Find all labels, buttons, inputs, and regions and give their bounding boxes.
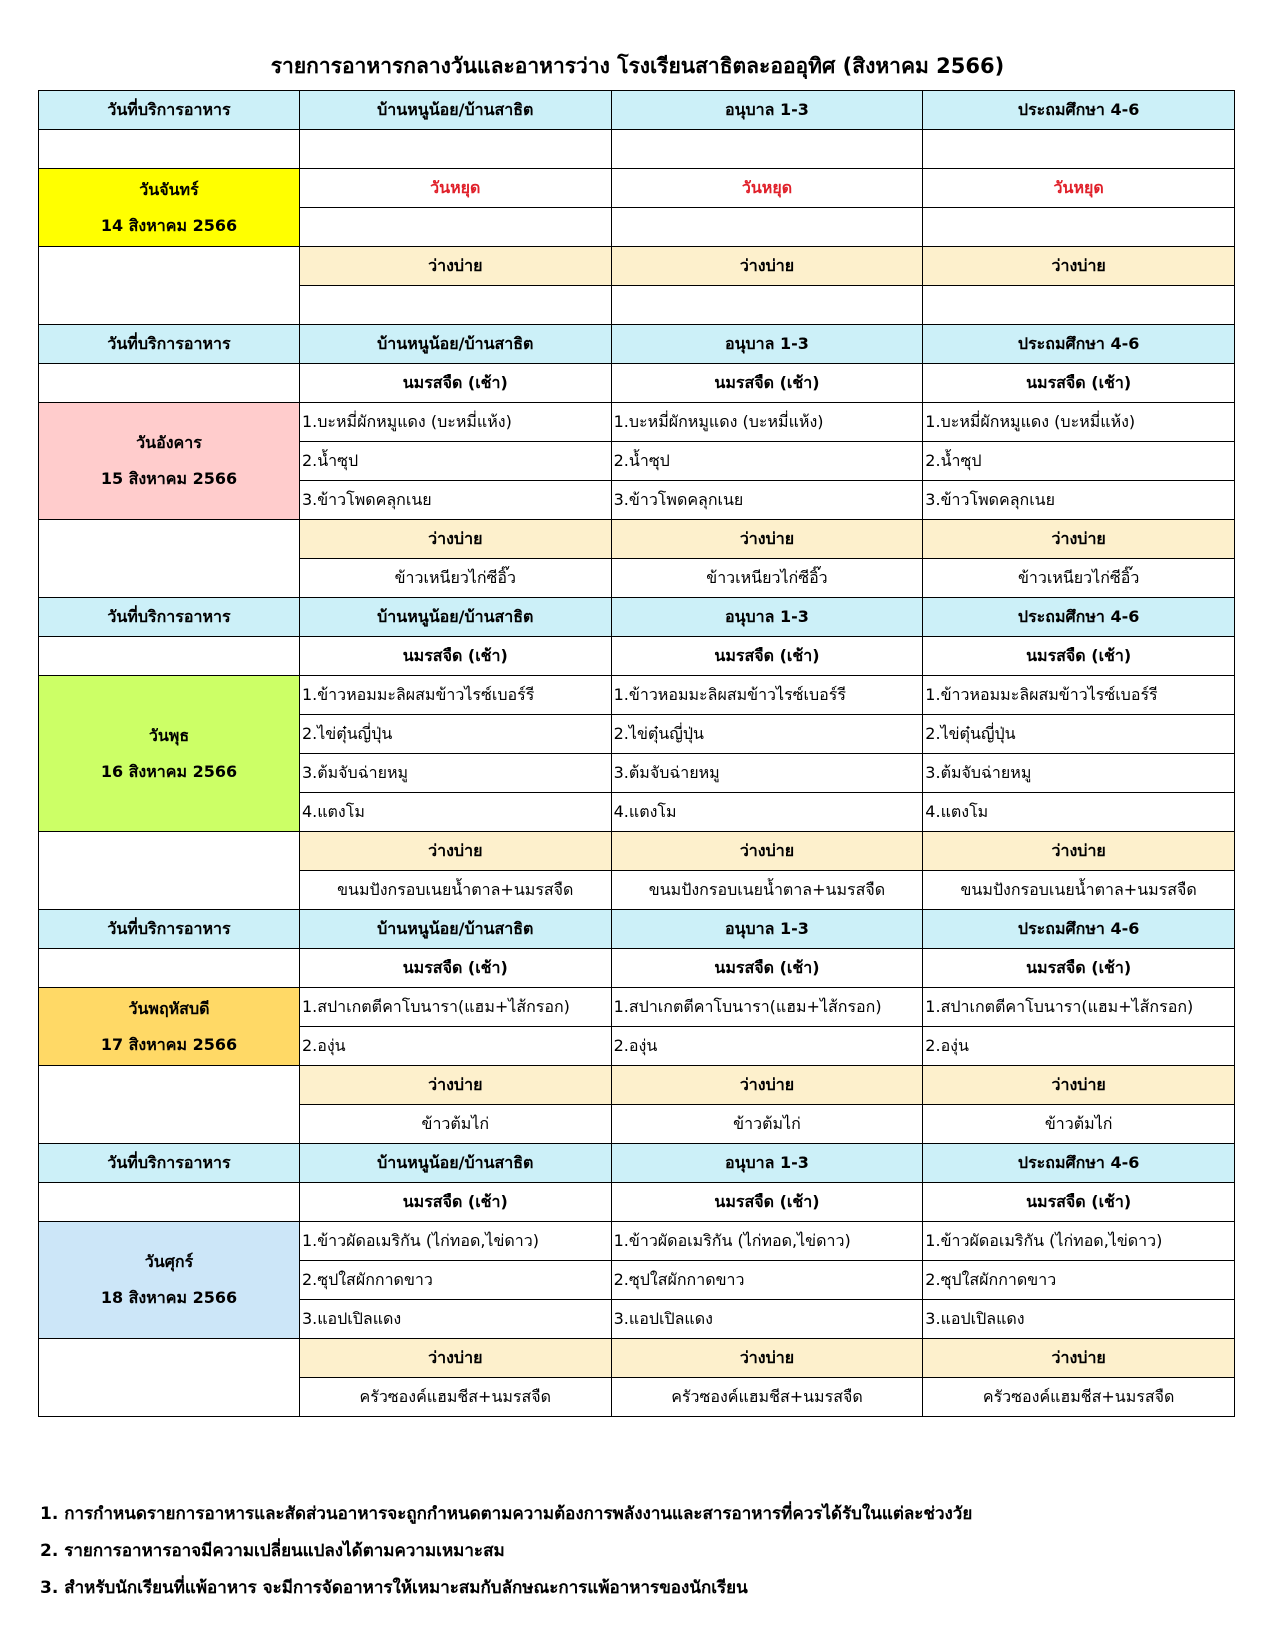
snack-label: ว่างบ่าย xyxy=(299,520,611,559)
header-row xyxy=(39,1144,1235,1183)
milk-cell: นมรสจืด (เช้า) xyxy=(299,949,611,988)
milk-cell: นมรสจืด (เช้า) xyxy=(611,637,923,676)
day-cell xyxy=(39,403,300,520)
menu-item: 2.องุ่น xyxy=(611,1027,923,1066)
table-row xyxy=(39,364,1235,403)
menu-item: 1.ข้าวผัดอเมริกัน (ไก่ทอด,ไข่ดาว) xyxy=(299,1222,611,1261)
header-day: วันที่บริการอาหาร xyxy=(39,1144,300,1183)
snack-item: ครัวซองค์แฮมชีส+นมรสจืด xyxy=(923,1378,1235,1417)
empty-cell xyxy=(923,286,1235,325)
header-col1: บ้านหนูน้อย/บ้านสาธิต xyxy=(299,910,611,949)
empty-cell xyxy=(611,130,923,169)
day-date: 18 สิงหาคม 2566 xyxy=(100,1288,238,1307)
menu-item: 3.ต้มจับฉ่ายหมู xyxy=(299,754,611,793)
table-row xyxy=(39,676,1235,715)
day-spacer-bottom xyxy=(39,1066,300,1144)
header-col2: อนุบาล 1-3 xyxy=(611,91,923,130)
menu-item: 3.ต้มจับฉ่ายหมู xyxy=(611,754,923,793)
empty-cell xyxy=(299,130,611,169)
day-date: 16 สิงหาคม 2566 xyxy=(100,761,238,781)
day-name: วันอังคาร xyxy=(136,433,202,452)
header-col1: บ้านหนูน้อย/บ้านสาธิต xyxy=(299,1144,611,1183)
header-col3: ประถมศึกษา 4-6 xyxy=(923,91,1235,130)
menu-item: 3.แอปเปิลแดง xyxy=(611,1300,923,1339)
snack-item: ข้าวเหนียวไก่ซีอิ๊ว xyxy=(611,559,923,598)
empty-cell xyxy=(923,130,1235,169)
menu-item: 1.ข้าวหอมมะลิผสมข้าวไรซ์เบอร์รี xyxy=(611,676,923,715)
header-col2: อนุบาล 1-3 xyxy=(611,598,923,637)
milk-cell: นมรสจืด (เช้า) xyxy=(299,1183,611,1222)
day-spacer-bottom xyxy=(39,520,300,598)
day-spacer-top xyxy=(39,949,300,988)
header-col3: ประถมศึกษา 4-6 xyxy=(923,598,1235,637)
note-3: 3. สำหรับนักเรียนที่แพ้อาหาร จะมีการจัดอาหารให้เหมาะสมกับลักษณะการแพ้อาหารของนักเรียน xyxy=(40,1578,748,1598)
milk-cell: นมรสจืด (เช้า) xyxy=(923,1183,1235,1222)
empty-cell xyxy=(611,286,923,325)
menu-table xyxy=(38,90,1235,1417)
milk-cell: นมรสจืด (เช้า) xyxy=(299,637,611,676)
header-day: วันที่บริการอาหาร xyxy=(39,325,300,364)
menu-item: 2.องุ่น xyxy=(299,1027,611,1066)
snack-item: ข้าวเหนียวไก่ซีอิ๊ว xyxy=(299,559,611,598)
menu-item: 4.แตงโม xyxy=(611,793,923,832)
menu-item: 2.องุ่น xyxy=(923,1027,1235,1066)
header-col3: ประถมศึกษา 4-6 xyxy=(923,1144,1235,1183)
menu-item: 1.ข้าวหอมมะลิผสมข้าวไรซ์เบอร์รี xyxy=(299,676,611,715)
day-spacer-top xyxy=(39,1183,300,1222)
day-spacer-bottom xyxy=(39,1339,300,1417)
snack-label: ว่างบ่าย xyxy=(923,520,1235,559)
milk-cell: นมรสจืด (เช้า) xyxy=(611,949,923,988)
holiday-cell: วันหยุด xyxy=(299,169,611,208)
empty-cell xyxy=(299,286,611,325)
menu-item: 1.สปาเกตตีคาโบนารา(แฮม+ไส้กรอก) xyxy=(923,988,1235,1027)
menu-item: 2.น้ำซุป xyxy=(299,442,611,481)
snack-label: ว่างบ่าย xyxy=(611,1339,923,1378)
empty-cell xyxy=(923,208,1235,247)
snack-label: ว่างบ่าย xyxy=(299,1066,611,1105)
menu-item: 1.ข้าวหอมมะลิผสมข้าวไรซ์เบอร์รี xyxy=(923,676,1235,715)
menu-item: 2.ซุปใสผักกาดขาว xyxy=(299,1261,611,1300)
note-2: 2. รายการอาหารอาจมีความเปลี่ยนแปลงได้ตามความเหมาะสม xyxy=(40,1541,505,1561)
table-row xyxy=(39,637,1235,676)
menu-item: 3.ข้าวโพดคลุกเนย xyxy=(923,481,1235,520)
header-col2: อนุบาล 1-3 xyxy=(611,910,923,949)
menu-item: 1.ข้าวผัดอเมริกัน (ไก่ทอด,ไข่ดาว) xyxy=(611,1222,923,1261)
snack-label: ว่างบ่าย xyxy=(299,832,611,871)
table-row xyxy=(39,949,1235,988)
menu-item: 2.ไข่ตุ๋นญี่ปุ่น xyxy=(611,715,923,754)
menu-item: 4.แตงโม xyxy=(923,793,1235,832)
snack-item: ข้าวเหนียวไก่ซีอิ๊ว xyxy=(923,559,1235,598)
day-date: 15 สิงหาคม 2566 xyxy=(100,469,238,488)
day-spacer-top xyxy=(39,637,300,676)
menu-item: 1.บะหมี่ผักหมูแดง (บะหมี่แห้ง) xyxy=(299,403,611,442)
day-spacer-top xyxy=(39,130,300,169)
header-row xyxy=(39,325,1235,364)
snack-label: ว่างบ่าย xyxy=(923,832,1235,871)
header-col1: บ้านหนูน้อย/บ้านสาธิต xyxy=(299,91,611,130)
table-row xyxy=(39,403,1235,442)
table-row xyxy=(39,1066,1235,1105)
milk-cell: นมรสจืด (เช้า) xyxy=(611,1183,923,1222)
milk-cell: นมรสจืด (เช้า) xyxy=(923,364,1235,403)
snack-label: ว่างบ่าย xyxy=(923,1339,1235,1378)
snack-label: ว่างบ่าย xyxy=(611,247,923,286)
table-row xyxy=(39,520,1235,559)
menu-item: 2.ซุปใสผักกาดขาว xyxy=(611,1261,923,1300)
menu-item: 3.แอปเปิลแดง xyxy=(923,1300,1235,1339)
header-col2: อนุบาล 1-3 xyxy=(611,325,923,364)
milk-cell: นมรสจืด (เช้า) xyxy=(923,637,1235,676)
holiday-cell: วันหยุด xyxy=(611,169,923,208)
snack-item: ข้าวต้มไก่ xyxy=(299,1105,611,1144)
menu-item: 3.แอปเปิลแดง xyxy=(299,1300,611,1339)
menu-item: 1.สปาเกตตีคาโบนารา(แฮม+ไส้กรอก) xyxy=(611,988,923,1027)
header-row xyxy=(39,91,1235,130)
menu-item: 4.แตงโม xyxy=(299,793,611,832)
holiday-cell: วันหยุด xyxy=(923,169,1235,208)
empty-cell xyxy=(611,208,923,247)
snack-label: ว่างบ่าย xyxy=(611,520,923,559)
day-name: วันพฤหัสบดี xyxy=(128,998,210,1018)
table-row xyxy=(39,1339,1235,1378)
day-spacer-top xyxy=(39,364,300,403)
table-row xyxy=(39,247,1235,286)
day-cell xyxy=(39,1222,300,1339)
day-date: 17 สิงหาคม 2566 xyxy=(100,1034,238,1054)
snack-item: ข้าวต้มไก่ xyxy=(611,1105,923,1144)
note-1: 1. การกำหนดรายการอาหารและสัดส่วนอาหารจะถูกกำหนดตามความต้องการพลังงานและสารอาหารที่ควรได้รับในแต่ละช่วงวัย xyxy=(40,1504,973,1524)
header-col3: ประถมศึกษา 4-6 xyxy=(923,325,1235,364)
menu-item: 2.น้ำซุป xyxy=(611,442,923,481)
menu-item: 3.ต้มจับฉ่ายหมู xyxy=(923,754,1235,793)
day-name: วันจันทร์ xyxy=(139,179,199,199)
snack-label: ว่างบ่าย xyxy=(611,1066,923,1105)
menu-item: 2.ซุปใสผักกาดขาว xyxy=(923,1261,1235,1300)
snack-label: ว่างบ่าย xyxy=(299,1339,611,1378)
snack-label: ว่างบ่าย xyxy=(611,832,923,871)
header-row xyxy=(39,598,1235,637)
menu-item: 3.ข้าวโพดคลุกเนย xyxy=(299,481,611,520)
day-spacer-bottom xyxy=(39,247,300,325)
menu-item: 2.ไข่ตุ๋นญี่ปุ่น xyxy=(299,715,611,754)
menu-item: 1.บะหมี่ผักหมูแดง (บะหมี่แห้ง) xyxy=(923,403,1235,442)
empty-cell xyxy=(299,208,611,247)
table-row xyxy=(39,832,1235,871)
table-row xyxy=(39,169,1235,208)
menu-item: 2.น้ำซุป xyxy=(923,442,1235,481)
day-spacer-bottom xyxy=(39,832,300,910)
day-name: วันพุธ xyxy=(148,725,190,745)
table-row xyxy=(39,1183,1235,1222)
milk-cell: นมรสจืด (เช้า) xyxy=(923,949,1235,988)
menu-item: 1.ข้าวผัดอเมริกัน (ไก่ทอด,ไข่ดาว) xyxy=(923,1222,1235,1261)
header-day: วันที่บริการอาหาร xyxy=(39,910,300,949)
day-date: 14 สิงหาคม 2566 xyxy=(100,215,238,235)
notes xyxy=(40,1500,972,1611)
page-title: รายการอาหารกลางวันและอาหารว่าง โรงเรียนสาธิตละอออุทิศ (สิงหาคม 2566) xyxy=(270,54,1005,78)
snack-label: ว่างบ่าย xyxy=(923,1066,1235,1105)
snack-label: ว่างบ่าย xyxy=(299,247,611,286)
table-row xyxy=(39,130,1235,169)
snack-label: ว่างบ่าย xyxy=(923,247,1235,286)
day-cell xyxy=(39,169,300,247)
day-cell xyxy=(39,676,300,832)
header-day: วันที่บริการอาหาร xyxy=(39,91,300,130)
milk-cell: นมรสจืด (เช้า) xyxy=(611,364,923,403)
snack-item: ขนมปังกรอบเนยน้ำตาล+นมรสจืด xyxy=(923,871,1235,910)
snack-item: ครัวซองค์แฮมชีส+นมรสจืด xyxy=(611,1378,923,1417)
header-col1: บ้านหนูน้อย/บ้านสาธิต xyxy=(299,325,611,364)
menu-item: 2.ไข่ตุ๋นญี่ปุ่น xyxy=(923,715,1235,754)
menu-item: 1.สปาเกตตีคาโบนารา(แฮม+ไส้กรอก) xyxy=(299,988,611,1027)
day-name: วันศุกร์ xyxy=(144,1252,194,1271)
table-row xyxy=(39,1222,1235,1261)
header-col2: อนุบาล 1-3 xyxy=(611,1144,923,1183)
menu-item: 3.ข้าวโพดคลุกเนย xyxy=(611,481,923,520)
milk-cell: นมรสจืด (เช้า) xyxy=(299,364,611,403)
snack-item: ครัวซองค์แฮมชีส+นมรสจืด xyxy=(299,1378,611,1417)
header-row xyxy=(39,910,1235,949)
menu-item: 1.บะหมี่ผักหมูแดง (บะหมี่แห้ง) xyxy=(611,403,923,442)
day-cell xyxy=(39,988,300,1066)
header-col1: บ้านหนูน้อย/บ้านสาธิต xyxy=(299,598,611,637)
snack-item: ขนมปังกรอบเนยน้ำตาล+นมรสจืด xyxy=(611,871,923,910)
header-day: วันที่บริการอาหาร xyxy=(39,598,300,637)
table-row xyxy=(39,988,1235,1027)
snack-item: ขนมปังกรอบเนยน้ำตาล+นมรสจืด xyxy=(299,871,611,910)
header-col3: ประถมศึกษา 4-6 xyxy=(923,910,1235,949)
snack-item: ข้าวต้มไก่ xyxy=(923,1105,1235,1144)
